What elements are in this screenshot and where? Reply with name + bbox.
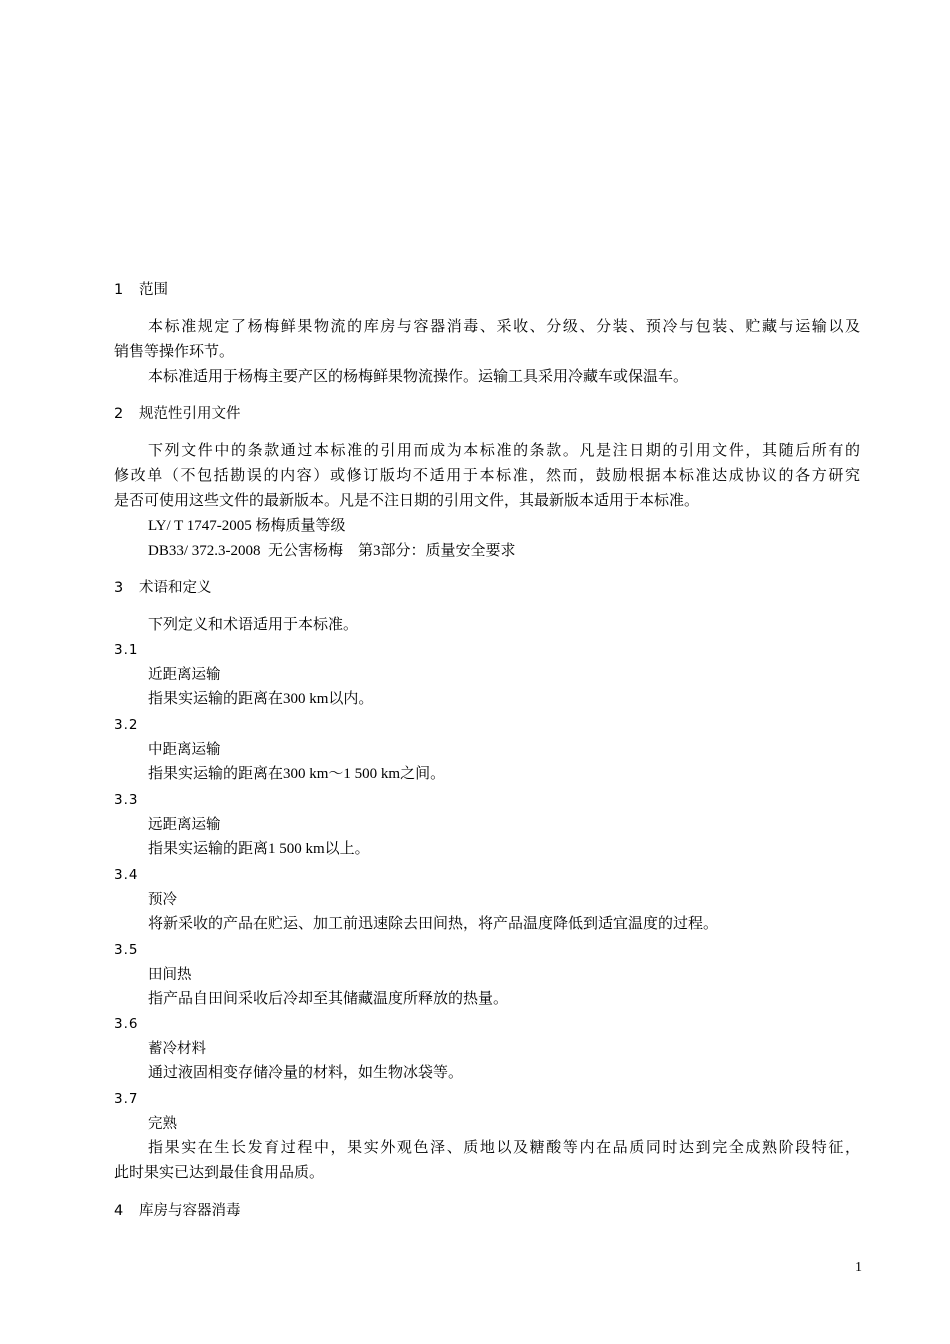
term-title: 远距离运输 — [148, 817, 221, 833]
section-number: 1 — [114, 282, 124, 298]
term-title: 近距离运输 — [148, 667, 221, 683]
reference-item: DB33/ 372.3-2008 无公害杨梅 第3部分：质量安全要求 — [148, 543, 516, 559]
term-definition: 指果实运输的距离在300 km以内。 — [148, 691, 374, 707]
reference-item: LY/ T 1747-2005 杨梅质量等级 — [148, 518, 346, 534]
paragraph-line: 是否可使用这些文件的最新版本。凡是不注日期的引用文件，其最新版本适用于本标准。 — [114, 493, 700, 509]
term-definition: 通过液固相变存储冷量的材料，如生物冰袋等。 — [148, 1065, 464, 1081]
paragraph-line: 下列定义和术语适用于本标准。 — [148, 617, 359, 633]
section-title: 规范性引用文件 — [139, 406, 241, 422]
term-number: 3.4 — [114, 867, 139, 883]
section-title: 术语和定义 — [139, 580, 212, 596]
term-number: 3.3 — [114, 792, 139, 808]
section-title: 库房与容器消毒 — [139, 1203, 241, 1219]
section-title: 范围 — [139, 282, 168, 298]
term-definition: 此时果实已达到最佳食用品质。 — [114, 1165, 325, 1181]
term-number: 3.1 — [114, 642, 139, 658]
term-title: 预冷 — [148, 892, 177, 908]
term-definition: 指果实运输的距离在300 km～1 500 km之间。 — [148, 766, 446, 782]
paragraph-line: 本标准规定了杨梅鲜果物流的库房与容器消毒、采收、分级、分装、预冷与包装、贮藏与运输以及 — [148, 319, 860, 335]
term-title: 蓄冷材料 — [148, 1041, 206, 1057]
section-4-heading — [114, 1202, 241, 1220]
paragraph-line: 本标准适用于杨梅主要产区的杨梅鲜果物流操作。运输工具采用冷藏车或保温车。 — [148, 369, 689, 385]
term-title: 中距离运输 — [148, 742, 221, 758]
term-number: 3.6 — [114, 1016, 139, 1032]
paragraph-line: 下列文件中的条款通过本标准的引用而成为本标准的条款。凡是注日期的引用文件，其随后所有的 — [148, 443, 860, 459]
section-number: 4 — [114, 1203, 124, 1219]
term-definition: 指果实运输的距离1 500 km以上。 — [148, 841, 370, 857]
section-2-heading — [114, 405, 241, 423]
term-definition: 将新采收的产品在贮运、加工前迅速除去田间热，将产品温度降低到适宜温度的过程。 — [148, 916, 719, 932]
term-title: 田间热 — [148, 967, 192, 983]
term-number: 3.2 — [114, 717, 139, 733]
section-number: 3 — [114, 580, 124, 596]
section-1-heading — [114, 281, 168, 299]
term-definition: 指果实在生长发育过程中，果实外观色泽、质地以及糖酸等内在品质同时达到完全成熟阶段特征， — [148, 1140, 860, 1156]
term-title: 完熟 — [148, 1116, 177, 1132]
paragraph-line: 修改单（不包括勘误的内容）或修订版均不适用于本标准，然而，鼓励根据本标准达成协议的各方研究 — [114, 468, 860, 484]
term-number: 3.5 — [114, 942, 139, 958]
section-3-heading — [114, 579, 212, 597]
paragraph-line: 销售等操作环节。 — [114, 344, 235, 360]
section-number: 2 — [114, 406, 124, 422]
term-definition: 指产品自田间采收后冷却至其储藏温度所释放的热量。 — [148, 991, 509, 1007]
page-number: 1 — [855, 1260, 862, 1275]
term-number: 3.7 — [114, 1091, 139, 1107]
